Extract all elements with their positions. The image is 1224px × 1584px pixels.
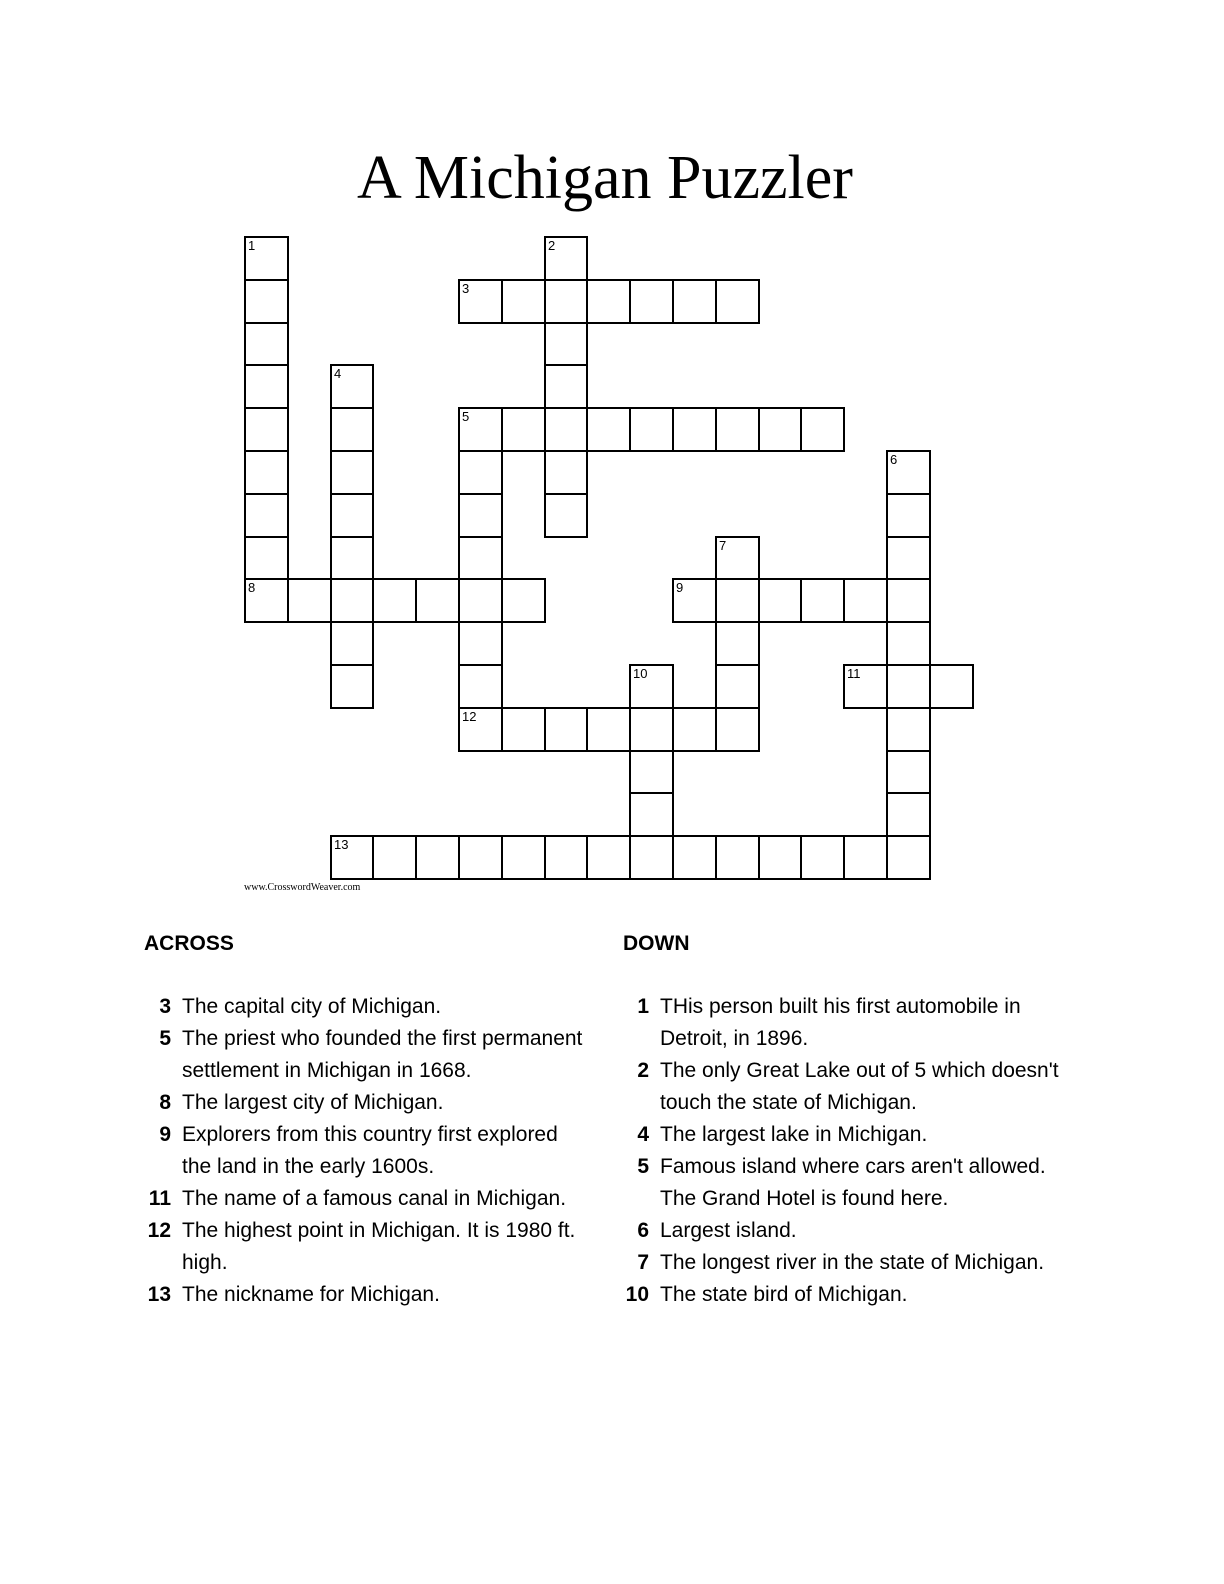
clue-number: 6 (637, 1219, 649, 1242)
grid-cell[interactable] (672, 578, 717, 623)
grid-cell[interactable] (501, 707, 546, 752)
grid-cell[interactable] (244, 279, 289, 324)
grid-cell[interactable] (330, 664, 374, 709)
grid-cell[interactable] (886, 536, 931, 580)
grid-cell[interactable] (458, 407, 503, 452)
cell-number: 11 (847, 666, 861, 681)
clue-text: The nickname for Michigan. (182, 1283, 440, 1306)
grid-cell[interactable] (458, 536, 503, 580)
clue-text: The capital city of Michigan. (182, 995, 442, 1018)
crossword-grid (244, 236, 974, 881)
grid-cell[interactable] (330, 621, 374, 666)
clue-number: 5 (159, 1027, 171, 1050)
grid-cell[interactable] (886, 450, 931, 495)
grid-cell[interactable] (800, 835, 845, 880)
cell-number: 10 (633, 666, 648, 681)
clue-text: Largest island. (660, 1219, 797, 1242)
grid-cell[interactable] (330, 450, 374, 495)
grid-cell[interactable] (629, 707, 674, 752)
down-clue (618, 1151, 1068, 1215)
clue-number: 2 (637, 1059, 649, 1082)
across-clue (140, 1087, 590, 1119)
grid-cell[interactable] (672, 279, 717, 324)
grid-cell[interactable] (715, 664, 760, 709)
grid-cell[interactable] (715, 621, 760, 666)
clue-text: The largest city of Michigan. (182, 1091, 444, 1114)
grid-cell[interactable] (244, 493, 289, 538)
clue-number: 4 (637, 1123, 649, 1146)
down-clue (618, 1247, 1068, 1279)
grid-cell[interactable] (330, 835, 374, 880)
cell-number: 8 (248, 580, 256, 595)
clue-number: 12 (147, 1219, 171, 1242)
down-clue (618, 991, 1068, 1055)
across-heading: ACROSS (144, 932, 234, 955)
grid-cell[interactable] (501, 578, 546, 623)
across-clue (140, 1215, 590, 1279)
grid-cell[interactable] (458, 707, 503, 752)
grid-cell[interactable] (244, 236, 289, 281)
clue-text: The priest who founded the first permanent settlement in Michigan in 1668. (182, 1027, 583, 1082)
grid-cell[interactable] (372, 578, 417, 623)
grid-cell[interactable] (715, 578, 760, 623)
grid-cell[interactable] (544, 236, 588, 281)
clue-text: The state bird of Michigan. (660, 1283, 908, 1306)
clue-number: 3 (159, 995, 171, 1018)
grid-cell[interactable] (544, 450, 588, 495)
grid-cell[interactable] (758, 578, 802, 623)
cell-number: 6 (890, 452, 898, 467)
grid-cell[interactable] (244, 450, 289, 495)
clue-number: 8 (159, 1091, 171, 1114)
grid-cell[interactable] (544, 835, 588, 880)
down-heading: DOWN (623, 932, 690, 955)
grid-cell[interactable] (886, 578, 931, 623)
grid-cell[interactable] (715, 536, 760, 580)
down-clue (618, 1215, 1068, 1247)
grid-cell[interactable] (629, 835, 674, 880)
grid-cell[interactable] (544, 322, 588, 366)
clue-text: The largest lake in Michigan. (660, 1123, 928, 1146)
grid-cell[interactable] (458, 835, 503, 880)
grid-cell[interactable] (458, 621, 503, 666)
grid-cell[interactable] (372, 835, 417, 880)
grid-cell[interactable] (758, 835, 802, 880)
grid-cell[interactable] (501, 407, 546, 452)
cell-number: 1 (248, 238, 256, 253)
cell-number: 13 (334, 837, 349, 852)
grid-cell[interactable] (629, 792, 674, 837)
grid-cell[interactable] (458, 279, 503, 324)
grid-cell[interactable] (458, 578, 503, 623)
clue-number: 5 (637, 1155, 649, 1178)
cell-number: 7 (719, 538, 727, 553)
grid-cell[interactable] (586, 835, 631, 880)
grid-cell[interactable] (758, 407, 802, 452)
cell-number: 4 (334, 366, 342, 381)
clue-number: 1 (637, 995, 649, 1018)
down-clue (618, 1055, 1068, 1119)
grid-cell[interactable] (886, 750, 931, 794)
grid-cell[interactable] (715, 707, 760, 752)
grid-cell[interactable] (843, 835, 888, 880)
grid-cell[interactable] (886, 835, 931, 880)
grid-cell[interactable] (330, 407, 374, 452)
clue-text: The name of a famous canal in Michigan. (182, 1187, 567, 1210)
grid-cell[interactable] (672, 835, 717, 880)
grid-cell[interactable] (244, 364, 289, 409)
grid-cell[interactable] (886, 664, 931, 709)
down-clue (618, 1279, 1068, 1311)
down-clue-list (618, 991, 1068, 1311)
grid-cell[interactable] (501, 279, 546, 324)
grid-cell[interactable] (715, 835, 760, 880)
grid-cell[interactable] (330, 536, 374, 580)
grid-cell[interactable] (244, 536, 289, 580)
grid-cell[interactable] (244, 578, 289, 623)
across-clue (140, 991, 590, 1023)
grid-cell[interactable] (586, 407, 631, 452)
grid-cell[interactable] (244, 407, 289, 452)
across-clue (140, 1183, 590, 1215)
credit-text: www.CrosswordWeaver.com (244, 882, 361, 893)
clue-number: 9 (159, 1123, 171, 1146)
clue-text: Famous island where cars aren't allowed. The Grand Hotel is found here. (660, 1155, 1046, 1210)
grid-cell[interactable] (330, 364, 374, 409)
grid-cell[interactable] (458, 664, 503, 709)
cell-number: 3 (462, 281, 470, 296)
grid-cell[interactable] (672, 707, 717, 752)
across-clue-list (140, 991, 590, 1311)
clue-text: The only Great Lake out of 5 which doesn't touch the state of Michigan. (660, 1059, 1059, 1114)
grid-cell[interactable] (800, 407, 845, 452)
grid-cell[interactable] (544, 364, 588, 409)
grid-cell[interactable] (287, 578, 332, 623)
clue-number: 10 (625, 1283, 649, 1306)
grid-cell[interactable] (715, 279, 760, 324)
clue-number: 13 (147, 1283, 171, 1306)
clue-text: The longest river in the state of Michigan. (660, 1251, 1045, 1274)
grid-cell[interactable] (544, 493, 588, 538)
grid-cell[interactable] (629, 664, 674, 709)
grid-cell[interactable] (330, 578, 374, 623)
grid-cell[interactable] (800, 578, 845, 623)
clue-text: THis person built his first automobile in Detroit, in 1896. (660, 995, 1021, 1050)
grid-cell[interactable] (672, 407, 717, 452)
grid-cell[interactable] (544, 279, 588, 324)
down-clue (618, 1119, 1068, 1151)
across-clue (140, 1279, 590, 1311)
grid-cell[interactable] (843, 578, 888, 623)
grid-cell[interactable] (415, 835, 460, 880)
grid-cell[interactable] (886, 493, 931, 538)
grid-cell[interactable] (586, 707, 631, 752)
clue-text: Explorers from this country first explored the land in the early 1600s. (182, 1123, 558, 1178)
grid-cell[interactable] (929, 664, 974, 709)
grid-cell[interactable] (843, 664, 888, 709)
grid-cell[interactable] (715, 407, 760, 452)
grid-cell[interactable] (415, 578, 460, 623)
grid-cell[interactable] (501, 835, 546, 880)
grid-cell[interactable] (244, 322, 289, 366)
cell-number: 9 (676, 580, 684, 595)
grid-cell[interactable] (886, 792, 931, 837)
grid-cell[interactable] (458, 450, 503, 495)
cell-number: 12 (462, 709, 477, 724)
clue-number: 7 (637, 1251, 649, 1274)
grid-cell[interactable] (886, 621, 931, 666)
grid-cell[interactable] (629, 407, 674, 452)
puzzle-title: A Michigan Puzzler (357, 144, 853, 212)
grid-cell[interactable] (544, 407, 588, 452)
cell-number: 5 (462, 409, 470, 424)
grid-cell[interactable] (330, 493, 374, 538)
cell-number: 2 (548, 238, 556, 253)
clue-number: 11 (148, 1187, 171, 1210)
grid-cell[interactable] (586, 279, 631, 324)
grid-cell[interactable] (629, 279, 674, 324)
grid-cell[interactable] (886, 707, 931, 752)
across-clue (140, 1119, 590, 1183)
grid-cell[interactable] (544, 707, 588, 752)
grid-cell[interactable] (629, 750, 674, 794)
across-clue (140, 1023, 590, 1087)
clue-text: The highest point in Michigan. It is 1980 ft. high. (182, 1219, 576, 1274)
grid-cell[interactable] (458, 493, 503, 538)
